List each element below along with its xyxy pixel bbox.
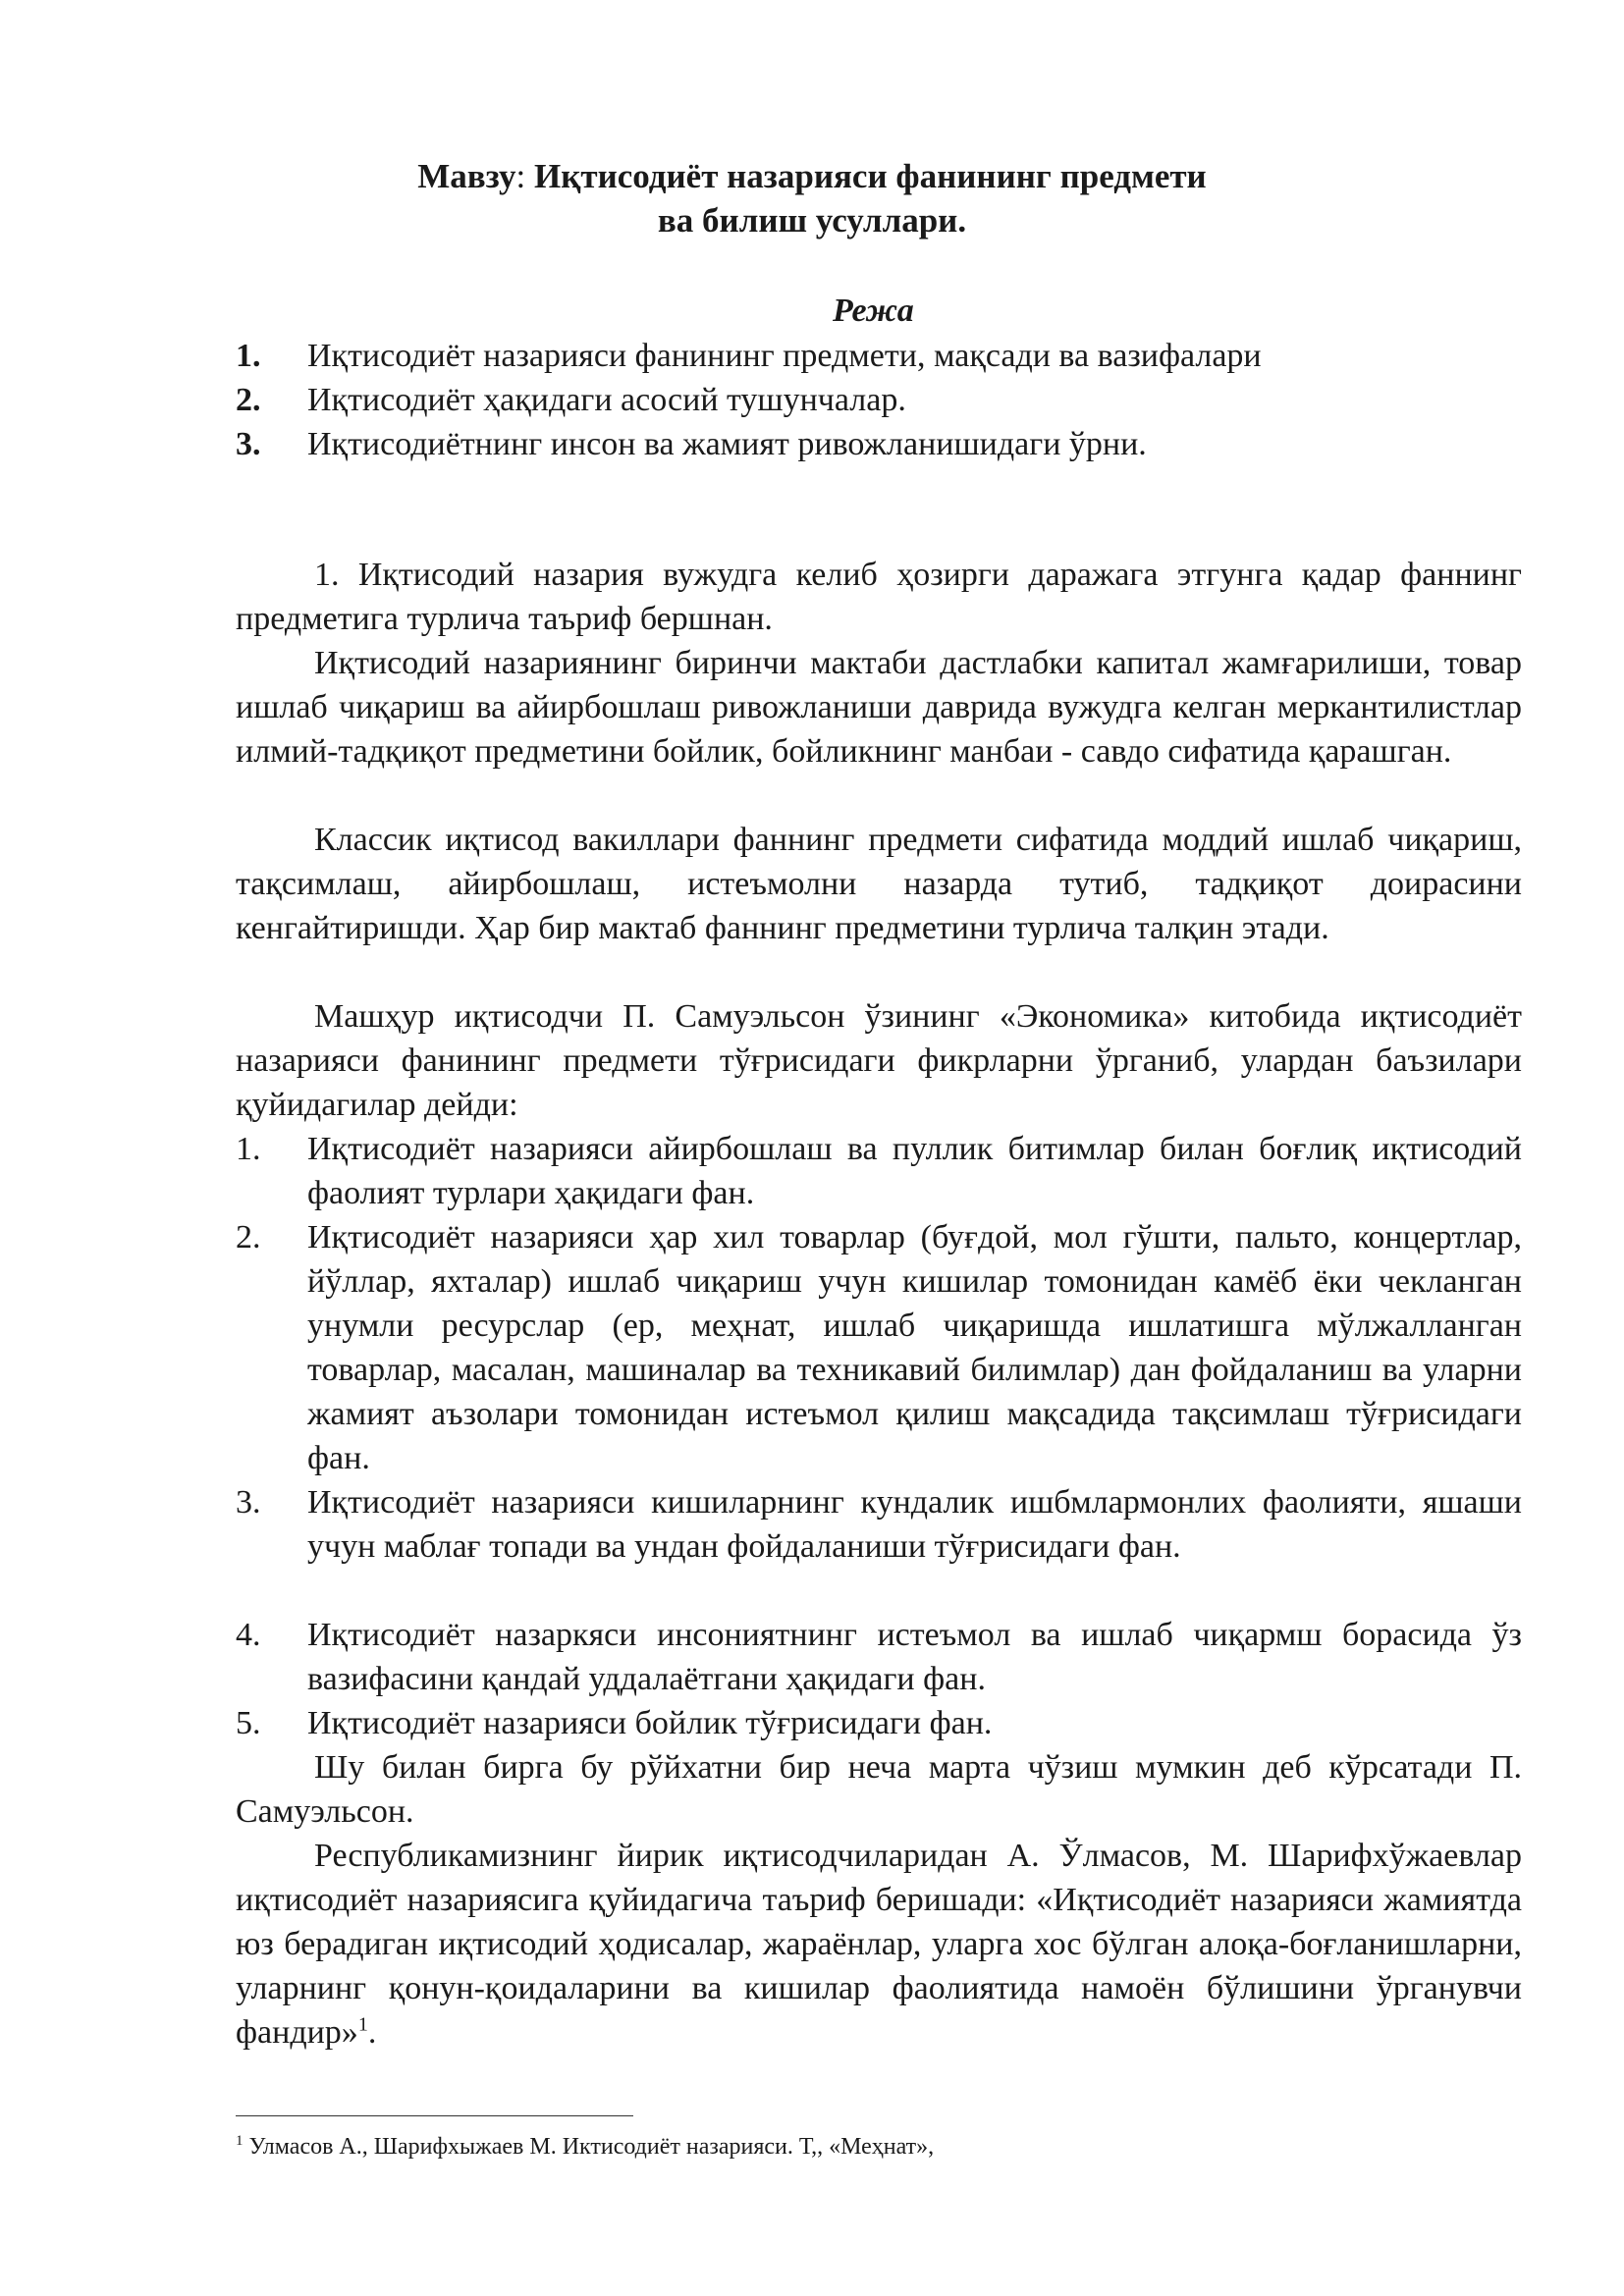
list-item-text: Иқтисодиёт назарияси айирбошлаш ва пуллик битимлар билан боғлиқ иқтисодий фаолият турлари ҳақидаги фан. [307,1131,1522,1211]
plan-heading: Режа [833,293,914,329]
list-item-number: 4. [236,1617,261,1653]
footnote-number: 1 [236,2133,244,2149]
plan-item-number: 2. [236,382,261,418]
paragraph-text: Иқтисодий назариянинг биринчи мактаби дастлабки капитал жамғарилиши, товар ишлаб чиқариш ва айирбошлаш ривожланиши даврида вужудга келган меркантилистлар илмий-тадқиқот предметини бойлик, бойликнинг манбаи - савдо сифатида қарашган. [236,645,1522,770]
plan-item-number: 1. [236,338,261,374]
list-item-number: 5. [236,1705,261,1741]
footnote-ref: 1 [357,2013,368,2036]
paragraph [236,1745,1522,1834]
paragraph [236,994,1522,1127]
topic-label: Мавзу [417,157,516,195]
list-item-text: Иқтисодиёт назарияси ҳар хил товарлар (буғдой, мол гўшти, пальто, концертлар, йўллар, яхталар) ишлаб чиқариш учун кишилар томонидан камёб ёки чекланган унумли ресурслар (ер, меҳнат, ишлаб чиқаришда ишлатишга мўлжалланган товарлар, масалан, машиналар ва техникавий билимлар) дан фойдаланиш ва уларни жамият аъзолари томонидан истеъмол қилиш мақсадида тақсимлаш тўғрисидаги фан. [307,1219,1522,1476]
list-item-number: 1. [236,1131,261,1167]
page-title-line1 [0,155,1624,198]
topic-separator: : [515,157,526,195]
list-item-text: Иқтисодиёт назарияси кишиларнинг кундалик ишбмлармонлих фаолияти, яшаши учун маблағ топади ва ундан фойдаланиши тўғрисидаги фан. [307,1484,1522,1565]
footnote-divider [236,2115,633,2116]
footnote [236,2132,934,2162]
page-title-line2: ва билиш усуллари. [657,201,967,240]
plan-item-number: 3. [236,426,261,462]
list-item-text: Иқтисодиёт назарияси бойлик тўғрисидаги фан. [307,1705,993,1741]
list-item-number: 3. [236,1484,261,1521]
paragraph-end: . [367,2014,377,2051]
paragraph-text: Республикамизнинг йирик иқтисодчиларидан А. Ўлмасов, М. Шарифхўжаевлар иқтисодиёт назариясига қуйидагича таъриф беришади: «Иқтисодиёт назарияси жамиятда юз берадиган иқтисодий ҳодисалар, жараёнлар, уларга хос бўлган алоқа-боғланишларни, уларнинг қонун-қоидаларини ва кишилар фаолиятида намоён бўлишини ўрганувчи фандир» [236,1838,1522,2051]
list-item-number: 2. [236,1219,261,1255]
paragraph [236,1834,1522,2055]
plan-item-text: Иқтисодиёт ҳақидаги асосий тушунчалар. [307,382,906,418]
paragraph [236,818,1522,950]
paragraph-text: Шу билан бирга бу рўйхатни бир неча марта чўзиш мумкин деб кўрсатади П. Самуэльсон. [236,1749,1522,1830]
plan-item-text: Иқтисодиётнинг инсон ва жамият ривожланишидаги ўрни. [307,426,1147,462]
footnote-text: Улмасов А., Шарифхыжаев М. Иктисодиёт назарияси. Т,, «Меҳнат», [243,2134,935,2160]
paragraph-text: Машҳур иқтисодчи П. Самуэльсон ўзининг «Экономика» китобида иқтисодиёт назарияси фанининг предмети тўғрисидаги фикрларни ўрганиб, улардан баъзилари қуйидагилар дейди: [236,998,1522,1123]
paragraph-text: 1. Иқтисодий назария вужудга келиб ҳозирги даражага этгунга қадар фаннинг предметига турлича таъриф бершнан. [236,557,1522,637]
list-item-text: Иқтисодиёт назаркяси инсониятнинг истеъмол ва ишлаб чиқармш борасида ўз вазифасини қандай уддалаётгани ҳақидаги фан. [307,1617,1522,1697]
paragraph [236,641,1522,774]
paragraph [236,553,1522,641]
paragraph-text: Классик иқтисод вакиллари фаннинг предмети сифатида моддий ишлаб чиқариш, тақсимлаш, айирбошлаш, истеъмолни назарда тутиб, тадқиқот доирасини кенгайтиришди. Ҳар бир мактаб фаннинг предметини турлича талқин этади. [236,822,1522,946]
topic-title: Иқтисодиёт назарияси фанининг предмети [534,157,1207,195]
plan-item-text: Иқтисодиёт назарияси фанининг предмети, мақсади ва вазифалари [307,338,1262,374]
